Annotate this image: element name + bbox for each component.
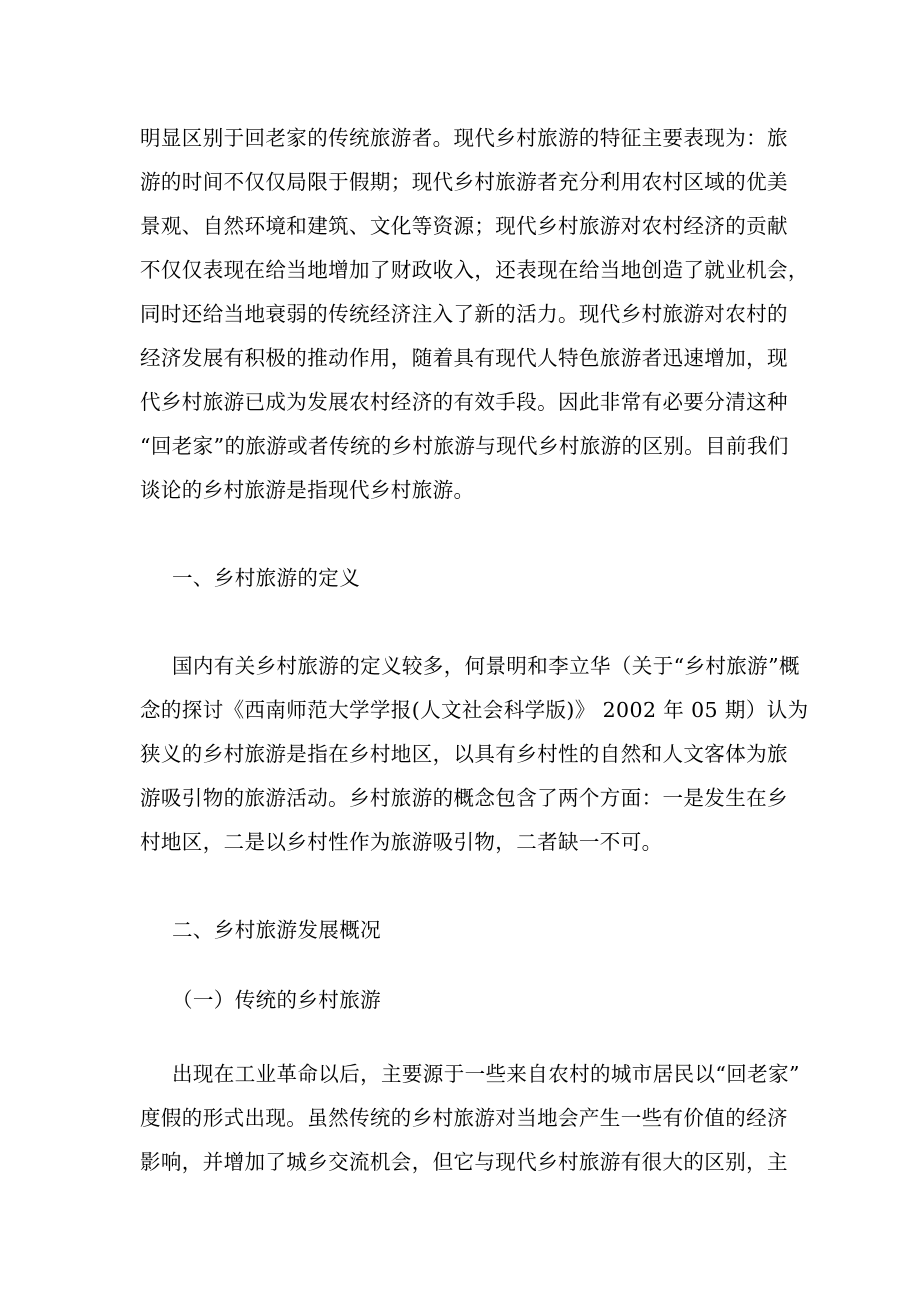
paragraph-line: 出现在工业革命以后，主要源于一些来自农村的城市居民以“回老家” (172, 1062, 800, 1086)
paragraph-line: 狭义的乡村旅游是指在乡村地区，以具有乡村性的自然和人文客体为旅 (140, 742, 788, 766)
paragraph-line: 谈论的乡村旅游是指现代乡村旅游。 (140, 478, 475, 502)
section-heading-1: 一、乡村旅游的定义 (172, 566, 361, 590)
paragraph-line: 同时还给当地衰弱的传统经济注入了新的活力。现代乡村旅游对农村的 (140, 302, 788, 326)
paragraph-line: 经济发展有积极的推动作用，随着具有现代人特色旅游者迅速增加，现 (140, 346, 788, 370)
subsection-heading: （一）传统的乡村旅游 (172, 988, 381, 1012)
section-heading-2: 二、乡村旅游发展概况 (172, 918, 381, 942)
paragraph-line: 念的探讨《西南师范大学学报(人文社会科学版)》 2002 年 05 期）认为 (140, 698, 809, 722)
paragraph-line: 代乡村旅游已成为发展农村经济的有效手段。因此非常有必要分清这种 (140, 390, 788, 414)
paragraph-line: 游吸引物的旅游活动。乡村旅游的概念包含了两个方面：一是发生在乡 (140, 786, 788, 810)
paragraph-line: 度假的形式出现。虽然传统的乡村旅游对当地会产生一些有价值的经济 (140, 1106, 788, 1130)
paragraph-line: “回老家”的旅游或者传统的乡村旅游与现代乡村旅游的区别。目前我们 (140, 434, 789, 458)
paragraph-line: 影响，并增加了城乡交流机会，但它与现代乡村旅游有很大的区别，主 (140, 1150, 788, 1174)
paragraph-line: 景观、自然环境和建筑、文化等资源；现代乡村旅游对农村经济的贡献 (140, 214, 788, 238)
paragraph-line: 明显区别于回老家的传统旅游者。现代乡村旅游的特征主要表现为：旅 (140, 126, 788, 150)
paragraph-line: 不仅仅表现在给当地增加了财政收入，还表现在给当地创造了就业机会， (140, 258, 809, 282)
paragraph-line: 国内有关乡村旅游的定义较多，何景明和李立华（关于“乡村旅游”概 (172, 654, 800, 678)
paragraph-line: 游的时间不仅仅局限于假期；现代乡村旅游者充分利用农村区域的优美 (140, 170, 788, 194)
paragraph-line: 村地区，二是以乡村性作为旅游吸引物，二者缺一不可。 (140, 830, 663, 854)
